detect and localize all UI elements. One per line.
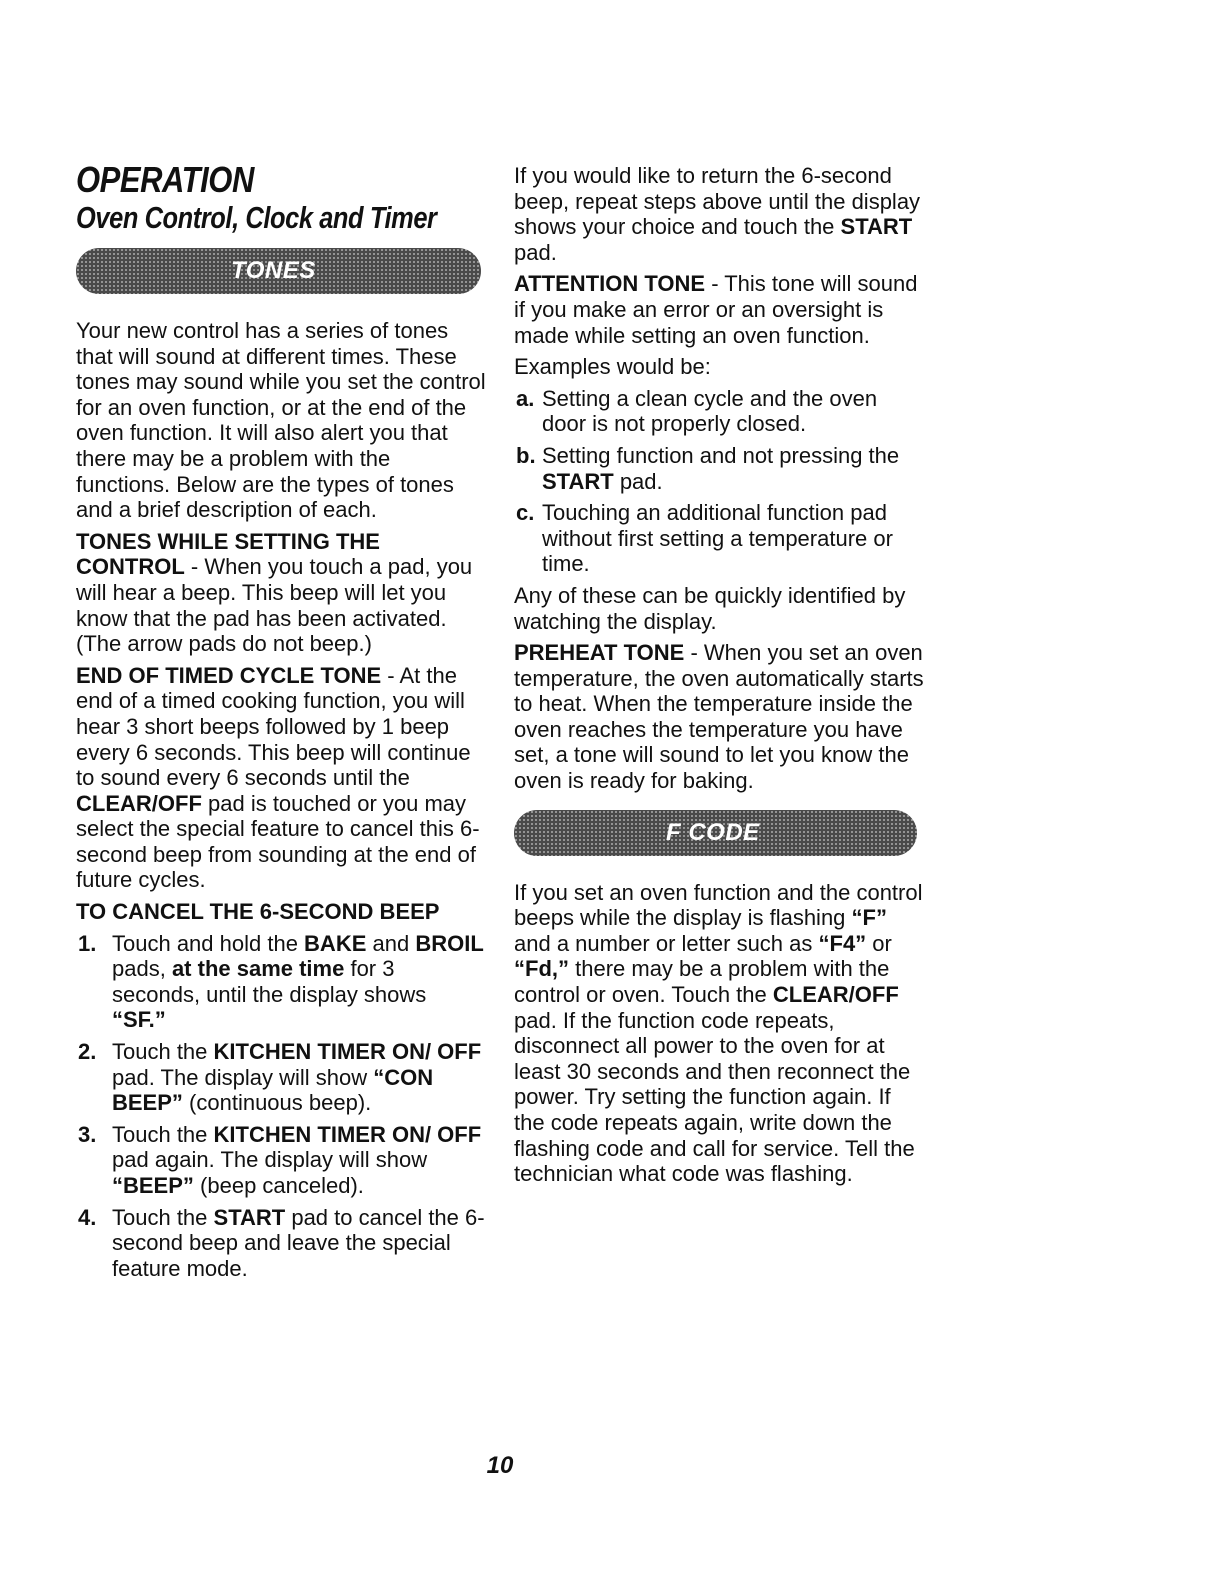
step-number: 4.: [78, 1204, 97, 1230]
return-beep-text-2: pad.: [514, 239, 557, 265]
cancel-step: [76, 931, 486, 1033]
fcode-bold: “F4”: [818, 930, 867, 956]
cancel-step: [76, 1205, 486, 1282]
attention-text: - This tone will sound if you make an error or an oversight is made while setting an oven function.: [514, 271, 918, 348]
example-text: Setting function and not pressing the: [542, 442, 900, 468]
cancel-heading: TO CANCEL THE 6-SECOND BEEP: [76, 899, 440, 925]
step-number: 3.: [78, 1121, 97, 1147]
step-text: and: [366, 930, 416, 956]
step-bold: BROIL: [415, 930, 484, 956]
step-bold: BAKE: [304, 930, 367, 956]
example-letter: c.: [516, 500, 535, 526]
example-text: Setting a clean cycle and the oven door is not properly closed.: [542, 385, 878, 437]
example-text: pad.: [613, 468, 663, 494]
cancel-step: [76, 1122, 486, 1199]
setting-tone-lead: TONES WHILE SETTING THE CONTROL: [76, 528, 380, 580]
fcode-paragraph: [514, 880, 924, 1187]
step-text: (continuous beep).: [182, 1090, 372, 1116]
fcode-bold: CLEAR/OFF: [772, 982, 899, 1008]
step-bold: “BEEP”: [112, 1173, 194, 1198]
cancel-step: [76, 1039, 486, 1116]
fcode-text: pad. If the function code repeats, disconnect all power to the oven for at least 30 seconds and then reconnect the power. Try setting the function again. If the code repeats again, write down the flashing code and call for service. Tell the technician what code was flashing.: [514, 1007, 915, 1187]
step-text: (beep canceled).: [193, 1173, 364, 1198]
step-text: for 3 seconds, until the display shows: [112, 956, 427, 1007]
right-column: [514, 163, 924, 1193]
end-cycle-paragraph: [76, 663, 486, 893]
step-text: Touch the: [112, 1039, 214, 1065]
tones-banner: [76, 248, 481, 294]
step-text: pad. The display will show: [112, 1064, 374, 1090]
tones-banner-label: TONES: [231, 257, 316, 284]
example-item: [514, 443, 924, 494]
setting-tone-text: - When you touch a pad, you will hear a beep. This beep will let you know that the pad has been activated. (The arrow pads do not beep.): [76, 554, 473, 657]
example-item: [514, 386, 924, 437]
page-title: Oven Control, Clock and Timer: [76, 200, 437, 235]
step-text: pads,: [112, 956, 172, 982]
examples-closing: Any of these can be quickly identified by watching the display.: [514, 582, 906, 634]
fcode-text: If you set an oven function and the control beeps while the display is flashing: [514, 879, 923, 931]
examples-list: [514, 386, 924, 577]
fcode-bold: “Fd,”: [514, 956, 569, 982]
left-column: [76, 160, 486, 1287]
step-bold: at the same time: [171, 956, 345, 982]
page-number: 10: [486, 1452, 514, 1479]
step-text: pad to cancel the 6-second beep and leave the special feature mode.: [112, 1204, 485, 1281]
fcode-banner: [514, 810, 917, 856]
end-cycle-text-2: pad is touched or you may select the special feature to cancel this 6-second beep from sounding at the end of future cycles.: [76, 790, 480, 893]
fcode-banner-label: F CODE: [666, 818, 760, 846]
return-beep-text: If you would like to return the 6-second beep, repeat steps above until the display shows your choice and touch the: [514, 163, 921, 240]
example-letter: a.: [516, 385, 535, 411]
tones-intro: Your new control has a series of tones that will sound at different times. These tones may sound while you set the control for an oven function, or at the end of the oven function. It will also alert you that there may be a problem with the functions. Below are the types of tones and a brief description of each.: [76, 318, 486, 523]
preheat-lead: PREHEAT TONE: [514, 640, 685, 666]
step-bold: “SF.”: [112, 1007, 166, 1033]
step-text: Touch the: [112, 1204, 214, 1230]
step-number: 1.: [78, 930, 97, 956]
preheat-paragraph: [514, 640, 924, 794]
end-cycle-lead: END OF TIMED CYCLE TONE: [76, 662, 382, 688]
start-label: START: [840, 214, 913, 240]
step-text: Touch the: [112, 1121, 214, 1147]
fcode-bold: “F”: [851, 905, 887, 931]
end-cycle-text: - At the end of a timed cooking function, you will hear 3 short beeps followed by 1 beep every 6 seconds. This beep will continue to sound every 6 seconds until the: [76, 662, 471, 791]
setting-tone-paragraph: [76, 529, 486, 657]
fcode-text: there may be a problem with the control or oven. Touch the: [514, 956, 890, 1008]
attention-lead: ATTENTION TONE: [514, 271, 706, 297]
step-bold: “CON BEEP”: [112, 1064, 434, 1116]
return-beep-paragraph: [514, 163, 924, 265]
step-bold: START: [213, 1204, 286, 1230]
fcode-text: or: [866, 930, 892, 956]
step-text: pad again. The display will show: [112, 1147, 428, 1173]
step-text: Touch and hold the: [112, 930, 305, 956]
step-number: 2.: [78, 1039, 97, 1065]
example-item: [514, 500, 924, 577]
examples-label: Examples would be:: [514, 354, 711, 380]
cancel-steps: [76, 931, 486, 1282]
section-heading: OPERATION: [76, 159, 254, 200]
attention-paragraph: [514, 271, 924, 348]
step-bold: KITCHEN TIMER ON/ OFF: [213, 1039, 482, 1065]
clear-off-label: CLEAR/OFF: [76, 790, 202, 816]
example-text: Touching an additional function pad without first setting a temperature or time.: [542, 500, 893, 577]
step-bold: KITCHEN TIMER ON/ OFF: [213, 1121, 482, 1147]
example-bold: START: [542, 468, 614, 494]
example-letter: b.: [516, 442, 536, 468]
preheat-text: - When you set an oven temperature, the oven automatically starts to heat. When the temperature inside the oven reaches the temperature you have set, a tone will sound to let you know the oven is ready for baking.: [514, 640, 924, 794]
fcode-text: and a number or letter such as: [514, 930, 819, 956]
